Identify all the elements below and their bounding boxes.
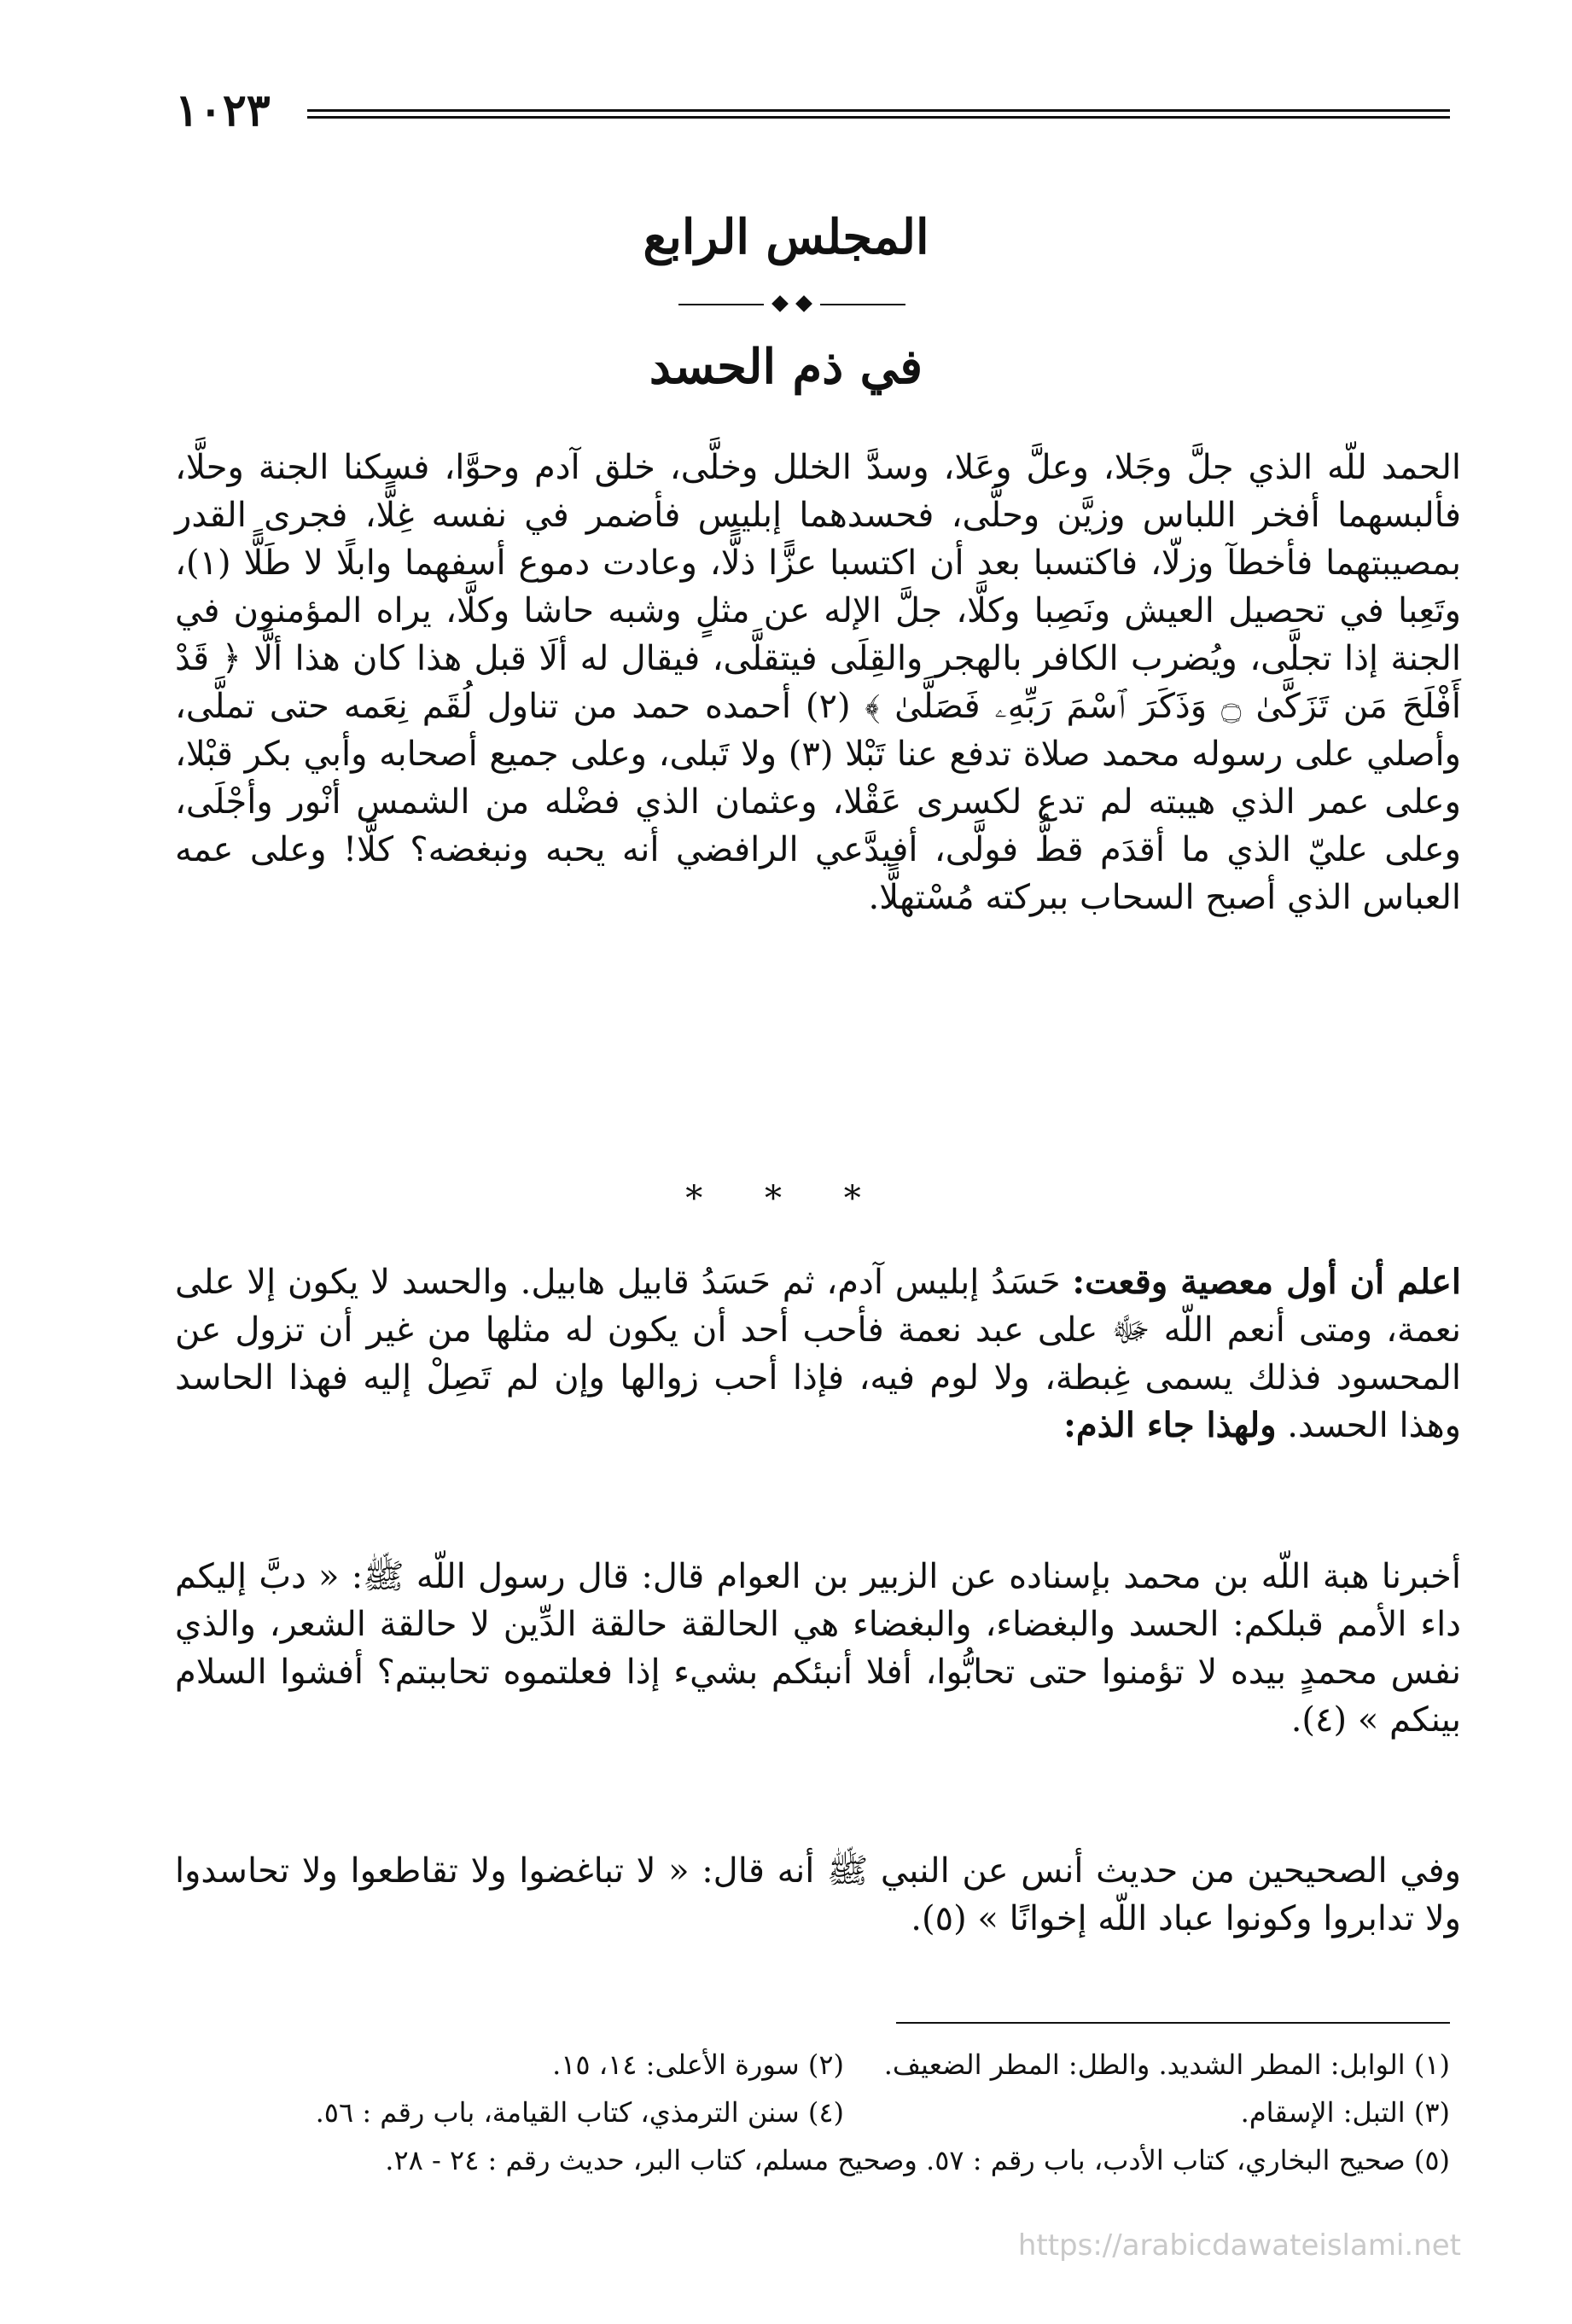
paragraph-tail: ولهذا جاء الذم: xyxy=(1063,1405,1277,1445)
watermark: https://arabicdawateislami.net xyxy=(1017,2228,1461,2263)
footnote-5: (٥) صحيح البخاري، كتاب الأدب، باب رقم : ٥٧. وصحيح مسلم، كتاب البر، حديث رقم : ٢٤ - ٢٨. xyxy=(385,2144,1450,2176)
title-ornament xyxy=(678,297,905,312)
paragraph-envy-intro xyxy=(175,1258,1461,1450)
page-number: ١٠٢٣ xyxy=(175,84,271,137)
paragraph-lead: اعلم أن أول معصية وقعت: xyxy=(1072,1262,1461,1302)
footnote-rule xyxy=(896,2022,1450,2024)
paragraph-text: وفي الصحيحين من حديث أنس عن النبي ﷺ أنه قال: « لا تباغضوا ولا تقاطعوا ولا تحاسدوا ولا تدابروا وكونوا عباد اللّه إخوانًا » (٥). xyxy=(175,1851,1461,1938)
paragraph-text: الحمد للّه الذي جلَّ وجَلا، وعلَّ وعَلا، وسدَّ الخلل وخلَّى، خلق آدم وحوَّا، فسكنا الجنة وحلَّا، فألبسهما أفخر اللباس وزيَّن وحلَّى، فحسدهما إبليس فأضمر في نفسه غِلًّا، فجرى القدر بمصيبتهما فأخطآ وزلّا، فاكتسبا بعد أن اكتسبا عزًّا ذلًّا، وعادت دموع أسفهما وابلًا لا طَلًّا (١)، وتَعِبا في تحصيل العيش ونَصِبا وكلَّا، جلَّ الإله عن مثلٍ وشبه حاشا وكلَّا، يراه المؤمنون في الجنة إذا تجلَّى، ويُضرب الكافر بالهجر والقِلَى فيتقلَّى، فيقال له ألَا قبل هذا كان هذا ألَّا ﴿ قَدْ أَفْلَحَ مَن تَزَكَّىٰ ۝ وَذَكَرَ ٱسْمَ رَبِّهِۦ فَصَلَّىٰ ﴾ (٢) أحمده حمد من تناول لُقَم نِعَمه حتى تملَّى، وأصلي على رسوله محمد صلاة تدفع عنا تَبْلا (٣) ولا تَبلى، وعلى جميع أصحابه وأبي بكر قبْلا، وعلى عمر الذي هيبته لم تدع لكسرى عَقْلا، وعثمان الذي فضْله من الشمس أنْور وأجْلَى، وعلى عليّ الذي ما أقدَم قطُّ فولَّى، أفيدَّعي الرافضي أنه يحبه ونبغضه؟ كلَّا! وعلى عمه العباس الذي أصبح السحاب ببركته مُسْتهلًّا. xyxy=(175,448,1462,917)
footnote-row xyxy=(175,2089,1450,2136)
opening-paragraph xyxy=(175,444,1461,921)
footnote-3: (٣) التبل: الإسقام. xyxy=(1240,2096,1450,2129)
chapter-subtitle: في ذم الحسد xyxy=(649,339,923,395)
paragraph-hadith-zubair xyxy=(175,1553,1461,1744)
footnote-row xyxy=(175,2136,1450,2184)
section-separator: * * * xyxy=(685,1179,887,1218)
footnote-2: (٢) سورة الأعلى: ١٤، ١٥. xyxy=(552,2048,844,2081)
footnote-row xyxy=(175,2041,1450,2089)
footnote-4: (٤) سنن الترمذي، كتاب القيامة، باب رقم : ٥٦. xyxy=(315,2096,844,2129)
chapter-title: المجلس الرابع xyxy=(643,209,929,265)
footnote-1: (١) الوابل: المطر الشديد. والطل: المطر الضعيف. xyxy=(883,2048,1450,2081)
paragraph-hadith-anas xyxy=(175,1847,1461,1943)
footnotes xyxy=(175,2041,1450,2184)
paragraph-text: أخبرنا هبة اللّه بن محمد بإسناده عن الزبير بن العوام قال: قال رسول اللّه ﷺ: « دبَّ إليكم داء الأمم قبلكم: الحسد والبغضاء، والبغضاء هي الحالقة حالقة الدِّين لا حالقة الشعر، والذي نفس محمدٍ بيده لا تؤمنوا حتى تحابُّوا، أفلا أنبئكم بشيء إذا فعلتموه تحاببتم؟ أفشوا السلام بينكم » (٤). xyxy=(175,1557,1461,1740)
paragraph-body: حَسَدُ إبليس آدم، ثم حَسَدُ قابيل هابيل. والحسد لا يكون إلا على نعمة، ومتى أنعم اللّه ﷻ على عبد نعمة فأحب أحد أن يكون له مثلها من غير أن تزول عن المحسود فذلك يسمى غِبطة، ولا لوم فيه، فإذا أحب زوالها وإن لم تَصِلْ إليه فهذا الحاسد وهذا الحسد. xyxy=(175,1263,1461,1445)
header-rule xyxy=(307,109,1450,125)
